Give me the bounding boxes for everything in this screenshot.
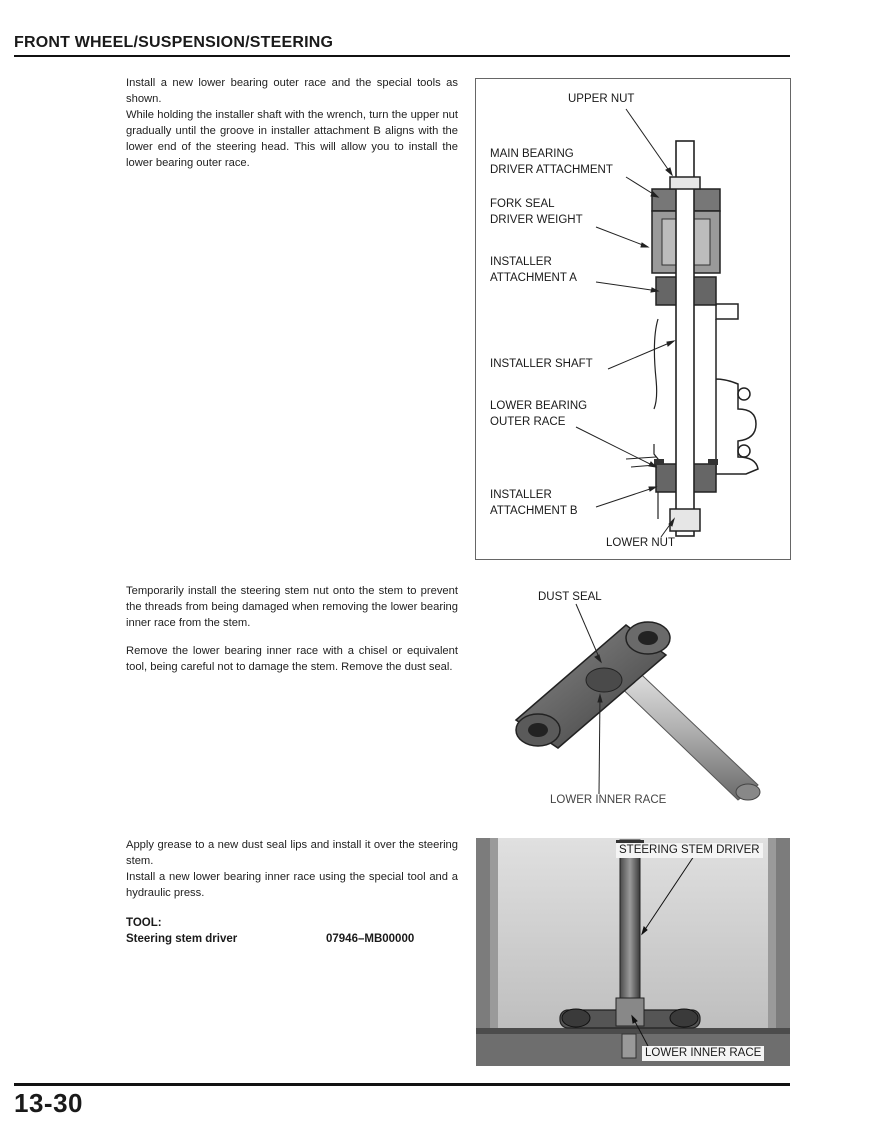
tool-heading: TOOL: (126, 917, 162, 929)
footer-rule (14, 1083, 790, 1086)
section1-para2: While holding the installer shaft with the wrench, turn the upper nut gradually until the groove in installer attachment B aligns with the lower end of the steering head. This will allow you to install the lower bearing outer race. (126, 109, 458, 169)
label-main-bearing-1: MAIN BEARING (490, 148, 574, 160)
section3-para1: Apply grease to a new dust seal lips and install it over the steering stem. (126, 839, 458, 867)
figure-steering-stem-photo (476, 580, 790, 820)
figure-installer-assembly (475, 78, 791, 560)
label-lower-bearing-2: OUTER RACE (490, 416, 566, 428)
page-number: 13-30 (14, 1088, 83, 1118)
label-dust-seal: DUST SEAL (538, 591, 602, 603)
label-steering-stem-driver: STEERING STEM DRIVER (616, 843, 763, 858)
figure-press-photo (476, 838, 790, 1066)
steering-stem-photo-drawing (476, 580, 790, 820)
section1-para1: Install a new lower bearing outer race and the special tools as shown. (126, 77, 458, 105)
label-fork-seal-1: FORK SEAL (490, 198, 555, 210)
press-photo-drawing (476, 838, 790, 1066)
tool-part-number: 07946–MB00000 (326, 933, 415, 945)
label-lower-nut: LOWER NUT (606, 537, 675, 549)
label-lower-bearing-1: LOWER BEARING (490, 400, 588, 412)
section1-text (126, 75, 458, 171)
label-fork-seal-2: DRIVER WEIGHT (490, 214, 583, 226)
label-lower-inner-race: LOWER INNER RACE (550, 794, 667, 806)
label-upper-nut: UPPER NUT (568, 93, 635, 105)
label-installer-b-2: ATTACHMENT B (490, 505, 578, 517)
section2-para1: Temporarily install the steering stem nut onto the stem to prevent the threads from being damaged when removing the lower bearing inner race from the stem. (126, 585, 458, 629)
page-header-title: FRONT WHEEL/SUSPENSION/STEERING (14, 34, 334, 51)
label-installer-a-2: ATTACHMENT A (490, 272, 577, 284)
section2-para2: Remove the lower bearing inner race with a chisel or equivalent tool, being careful not to damage the stem. Remove the dust seal. (126, 645, 458, 673)
label-lower-inner-race-press: LOWER INNER RACE (642, 1046, 764, 1061)
section3-text (126, 837, 458, 901)
section2-text (126, 583, 458, 675)
label-installer-b-1: INSTALLER (490, 489, 552, 501)
header-rule (14, 55, 790, 57)
tool-name: Steering stem driver (126, 933, 238, 945)
label-main-bearing-2: DRIVER ATTACHMENT (490, 164, 613, 176)
label-installer-a-1: INSTALLER (490, 256, 552, 268)
section3-para2: Install a new lower bearing inner race using the special tool and a hydraulic press. (126, 871, 458, 899)
label-installer-shaft: INSTALLER SHAFT (490, 358, 593, 370)
